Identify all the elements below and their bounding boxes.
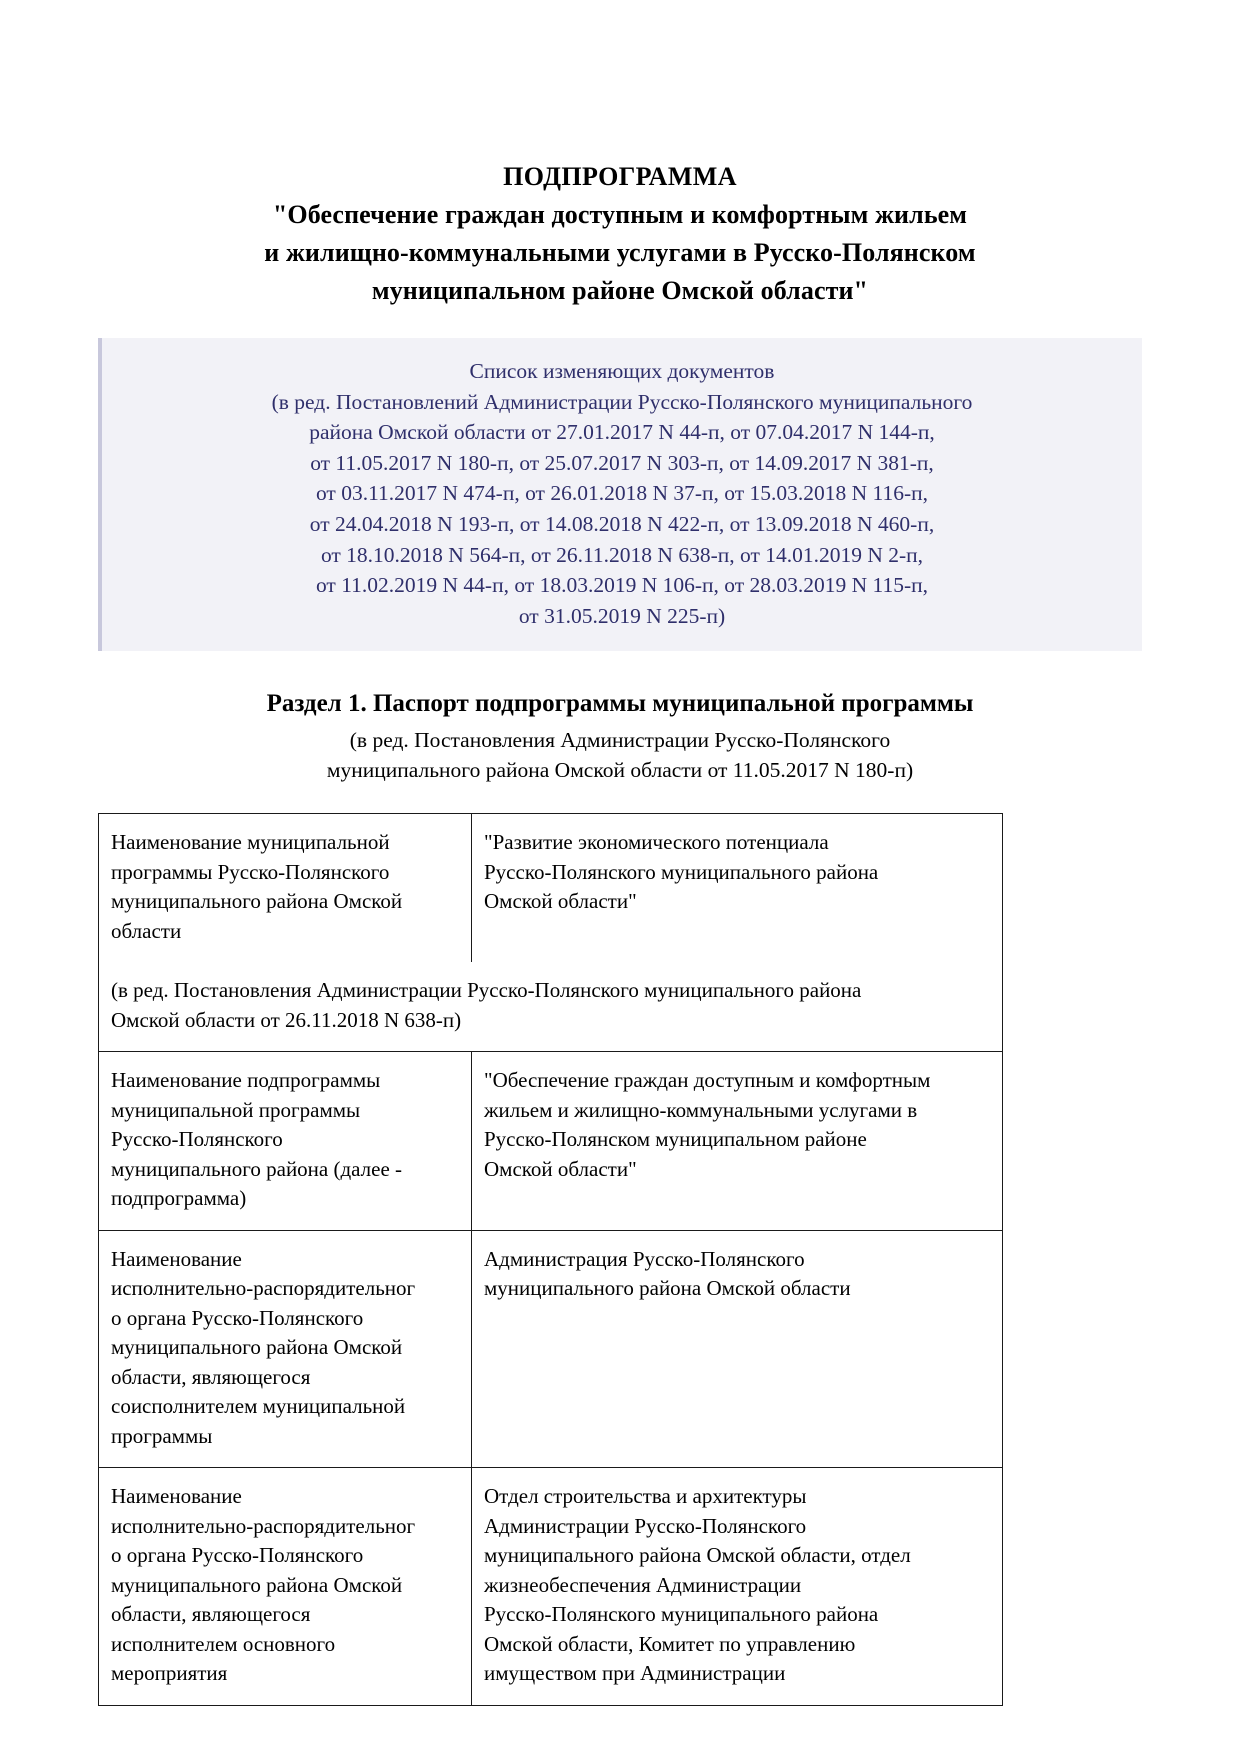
title-line: "Обеспечение граждан доступным и комфортным жильем [272,200,968,229]
changelog-box [98,338,1142,651]
cell-line: программы Русско-Полянского [111,859,390,884]
changelog-lines [128,387,1116,632]
cell-line: Омской области, Комитет по управлению [484,1631,856,1656]
section-subnote-line: (в ред. Постановления Администрации Русско-Полянского [349,728,891,753]
cell-line: соисполнителем муниципальной [111,1394,406,1419]
cell-line: жильем и жилищно-коммунальными услугами в [484,1097,918,1122]
table-row [99,962,1003,1052]
cell-line: Наименование [111,1246,242,1271]
changelog-line: от 11.02.2019 N 44-п, от 18.03.2019 N 106-п, от 28.03.2019 N 115-п, [315,573,929,598]
page-title [98,0,1142,310]
table-row [99,814,1003,963]
cell-line: Русско-Полянского муниципального района [484,859,879,884]
cell-line: муниципальной программы [111,1097,361,1122]
cell-line: Русско-Полянском муниципальном районе [484,1127,867,1152]
cell-line: муниципального района Омской [111,1335,403,1360]
changelog-line: от 31.05.2019 N 225-п) [518,603,726,628]
table-row [99,1230,1003,1468]
cell-line: Наименование [111,1484,242,1509]
cell-line: муниципального района Омской области, отдел [484,1543,911,1568]
cell-line: о органа Русско-Полянского [111,1305,364,1330]
cell-line: Отдел строительства и архитектуры [484,1484,807,1509]
cell-line: Администрация Русско-Полянского [484,1246,805,1271]
cell-line: "Обеспечение граждан доступным и комфортным [484,1068,931,1093]
changelog-line: от 11.05.2017 N 180-п, от 25.07.2017 N 303-п, от 14.09.2017 N 381-п, [310,450,934,475]
section-subnote-line: муниципального района Омской области от 11.05.2017 N 180-п) [326,758,914,783]
table-row [99,1052,1003,1231]
table-row [99,1468,1003,1706]
table-cell-label [99,1468,472,1706]
table-cell-note [99,962,1003,1052]
changelog-line: от 24.04.2018 N 193-п, от 14.08.2018 N 422-п, от 13.09.2018 N 460-п, [309,511,935,536]
table-cell-label [99,1230,472,1468]
cell-line: муниципального района Омской [111,1572,403,1597]
title-line: ПОДПРОГРАММА [503,162,737,191]
cell-line: Омской области" [484,1156,637,1181]
table-cell-value [472,1230,1003,1468]
table-cell-label [99,814,472,963]
table-cell-value [472,1468,1003,1706]
cell-line: исполнительно-распорядительног [111,1513,416,1538]
cell-line: муниципального района Омской [111,889,403,914]
cell-line: исполнительно-распорядительног [111,1276,416,1301]
cell-line: области, являющегося [111,1364,311,1389]
cell-line: Омской области" [484,889,637,914]
cell-line: "Развитие экономического потенциала [484,830,829,855]
section-subnote [98,725,1142,785]
cell-line: Наименование муниципальной [111,830,390,855]
table-cell-value [472,1052,1003,1231]
cell-line: области, являющегося [111,1602,311,1627]
cell-line: Администрации Русско-Полянского [484,1513,807,1538]
table-cell-value [472,814,1003,963]
changelog-line: от 03.11.2017 N 474-п, от 26.01.2018 N 37-п, от 15.03.2018 N 116-п, [315,481,929,506]
passport-table [98,813,1003,1706]
cell-line: Наименование подпрограммы [111,1068,381,1093]
cell-line: области [111,918,182,943]
cell-line: о органа Русско-Полянского [111,1543,364,1568]
cell-line: программы [111,1423,213,1448]
cell-line: Русско-Полянского муниципального района [484,1602,879,1627]
cell-line: подпрограмма) [111,1186,247,1211]
table-cell-label [99,1052,472,1231]
changelog-line: от 18.10.2018 N 564-п, от 26.11.2018 N 638-п, от 14.01.2019 N 2-п, [320,542,924,567]
title-line: муниципальном районе Омской области" [371,276,869,305]
cell-line: Омской области от 26.11.2018 N 638-п) [111,1007,462,1032]
changelog-line: района Омской области от 27.01.2017 N 44-п, от 07.04.2017 N 144-п, [309,420,935,445]
cell-line: Русско-Полянского [111,1127,283,1152]
cell-line: муниципального района (далее - [111,1156,403,1181]
document-content [98,0,1142,1706]
title-line: и жилищно-коммунальными услугами в Русско-Полянском [264,238,976,267]
cell-line: мероприятия [111,1661,228,1686]
cell-line: имуществом при Администрации [484,1661,786,1686]
changelog-heading: Список изменяющих документов [469,359,775,383]
section-heading: Раздел 1. Паспорт подпрограммы муниципальной программы [266,690,974,718]
cell-line: исполнителем основного [111,1631,336,1656]
cell-line: (в ред. Постановления Администрации Русско-Полянского муниципального района [111,978,862,1003]
cell-line: жизнеобеспечения Администрации [484,1572,802,1597]
changelog-line: (в ред. Постановлений Администрации Русско-Полянского муниципального [271,389,973,414]
cell-line: муниципального района Омской области [484,1276,851,1301]
